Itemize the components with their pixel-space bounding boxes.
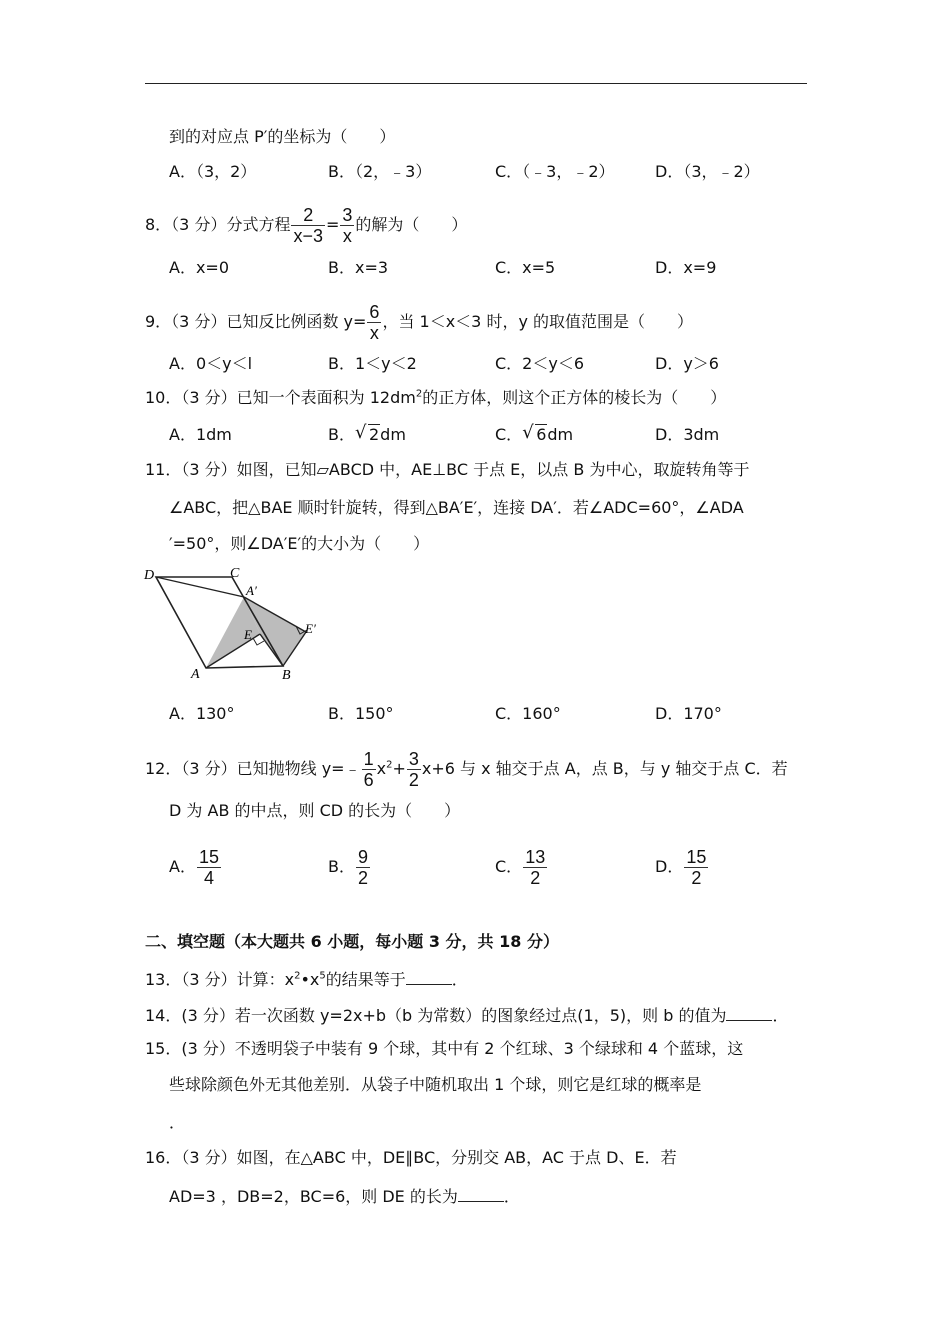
q11-option-d: D．170° xyxy=(655,704,722,723)
q12-line-1 xyxy=(145,750,788,789)
label-a-prime: A′ xyxy=(246,583,257,598)
q12-option-a-label: A． xyxy=(169,857,196,876)
q10-prefix: 10．（3 分）已知一个表面积为 12dm xyxy=(145,388,416,407)
q10-option-c-unit: dm xyxy=(547,425,574,444)
label-d: D xyxy=(144,568,155,583)
q12-option-a xyxy=(169,848,222,887)
q12-option-c-fraction xyxy=(523,848,547,887)
q8-stem xyxy=(145,206,467,245)
q12-fraction-2 xyxy=(407,750,421,789)
label-e-prime: E′ xyxy=(305,621,316,636)
right-angle-mark-e xyxy=(253,638,264,645)
q12-option-d-fraction xyxy=(684,848,708,887)
q10-option-c-label: C． xyxy=(495,425,523,444)
q8-option-d: D．x=9 xyxy=(655,258,717,277)
q12-option-b-label: B． xyxy=(328,857,355,876)
q9-denominator: x xyxy=(369,323,379,343)
q14-answer-blank[interactable] xyxy=(726,1002,772,1021)
q14-text: 14．(3 分）若一次函数 y=2x+b（b 为常数）的图象经过点(1，5)，则 b 的值为 xyxy=(145,1006,727,1025)
q12-option-c-denominator: 2 xyxy=(530,868,541,888)
q16-answer-blank[interactable] xyxy=(458,1183,504,1202)
q12-option-d-label: D． xyxy=(655,857,684,876)
q12-option-b xyxy=(328,848,371,887)
q12-fraction-1-denominator: 6 xyxy=(363,770,374,790)
q11-line-2: ∠ABC，把△BAE 顺时针旋转，得到△BA′E′，连接 DA′．若∠ADC=60°，∠ADA xyxy=(169,498,744,517)
q11-option-a: A．130° xyxy=(169,704,235,723)
q10-option-b-unit: dm xyxy=(380,425,406,444)
q16-line-2 xyxy=(169,1183,520,1209)
q11-option-b: B．150° xyxy=(328,704,394,723)
q13-superscript-2: 5 xyxy=(319,970,326,982)
q7-option-a: A．（3，2） xyxy=(169,162,257,181)
header-rule xyxy=(145,83,807,84)
q9-option-a: A．0＜y＜l xyxy=(169,354,253,373)
q13-superscript-1: 2 xyxy=(294,970,301,982)
q12-fraction-2-numerator: 3 xyxy=(408,749,419,769)
sqrt-icon: √ xyxy=(522,422,534,443)
q8-rhs-numerator: 3 xyxy=(342,205,353,225)
q7-option-d: D．（3，﹣2） xyxy=(655,162,760,181)
q10-option-b-label: B． xyxy=(328,425,355,444)
sqrt-icon: √ xyxy=(354,422,367,443)
section-2-heading: 二、填空题（本大题共 6 小题，每小题 3 分，共 18 分） xyxy=(145,932,559,951)
q15-line-1: 15．(3 分）不透明袋子中装有 9 个球，其中有 2 个红球、3 个绿球和 4 个蓝球，这 xyxy=(145,1039,744,1058)
q12-option-c-label: C． xyxy=(495,857,523,876)
q10-suffix: 的正方体，则这个正方体的棱长为（ ） xyxy=(422,388,727,407)
q8-equals: = xyxy=(325,215,340,234)
q10-option-c xyxy=(495,423,573,447)
q9-numerator: 6 xyxy=(369,302,380,322)
q8-lhs-denominator: x−3 xyxy=(293,226,323,246)
q14-stem xyxy=(145,1002,788,1028)
q13-prefix: 13．（3 分）计算：x xyxy=(145,970,295,989)
q9-fraction xyxy=(367,303,381,342)
q11-line-1: 11．（3 分）如图，已知▱ABCD 中，AE⊥BC 于点 E，以点 B 为中心，取旋转角等于 xyxy=(145,460,750,479)
q13-period: ． xyxy=(451,970,468,989)
q11-figure xyxy=(140,562,330,684)
q10-stem xyxy=(145,386,726,410)
q12-prefix: 12．（3 分）已知抛物线 y=﹣ xyxy=(145,759,361,778)
q9-stem xyxy=(145,303,693,342)
q10-option-b-radical xyxy=(355,423,380,447)
q10-superscript: 2 xyxy=(415,388,423,400)
q11-option-c: C．160° xyxy=(495,704,561,723)
q12-superscript: 2 xyxy=(386,759,393,771)
label-a: A xyxy=(191,667,200,682)
q15-line-2: 些球除颜色外无其他差别．从袋子中随机取出 1 个球，则它是红球的概率是 xyxy=(169,1075,702,1094)
q8-lhs-fraction xyxy=(291,206,325,245)
q16-text: AD=3 ，DB=2，BC=6，则 DE 的长为 xyxy=(169,1187,458,1206)
q12-fraction-1-numerator: 1 xyxy=(363,749,374,769)
q14-period: ． xyxy=(772,1006,789,1025)
label-b: B xyxy=(282,668,291,683)
q16-line-1: 16．（3 分）如图，在△ABC 中，DE∥BC，分别交 AB，AC 于点 D、E．若 xyxy=(145,1148,677,1167)
q12-option-b-denominator: 2 xyxy=(357,868,368,888)
q12-option-b-numerator: 9 xyxy=(357,847,368,867)
q9-number: 9．（3 分）已知反比例函数 y= xyxy=(145,312,367,331)
q12-line-2: D 为 AB 的中点，则 CD 的长为（ ） xyxy=(169,801,461,820)
q12-plus: + xyxy=(392,759,406,778)
q12-option-d-numerator: 15 xyxy=(686,847,707,867)
q10-option-d: D．3dm xyxy=(655,425,720,444)
q8-rhs-denominator: x xyxy=(342,226,352,246)
q10-option-b xyxy=(328,423,406,447)
q12-option-c-numerator: 13 xyxy=(525,847,546,867)
q7-continuation: 到的对应点 P′的坐标为（ ） xyxy=(169,127,396,146)
q12-x: x xyxy=(376,759,387,778)
q15-line-3: ． xyxy=(169,1113,186,1132)
q12-option-c xyxy=(495,848,548,887)
q8-rhs-fraction xyxy=(340,206,354,245)
q7-option-c: C．（﹣3，﹣2） xyxy=(495,162,615,181)
q9-option-b: B．1＜y＜2 xyxy=(328,354,417,373)
q12-option-a-numerator: 15 xyxy=(198,847,219,867)
q12-option-a-fraction xyxy=(197,848,221,887)
q12-option-d xyxy=(655,848,709,887)
q8-tail: 的解为（ ） xyxy=(355,215,468,234)
q10-option-a: A．1dm xyxy=(169,425,232,444)
q10-option-b-radicand: 2 xyxy=(368,425,380,444)
q13-answer-blank[interactable] xyxy=(406,966,452,985)
q12-option-a-denominator: 4 xyxy=(203,868,214,888)
q12-option-b-fraction xyxy=(356,848,370,887)
label-e: E xyxy=(244,627,252,642)
q11-line-3: ′=50°，则∠DA′E′的大小为（ ） xyxy=(169,534,430,553)
q12-suffix: x+6 与 x 轴交于点 A，点 B，与 y 轴交于点 C．若 xyxy=(421,759,788,778)
q10-option-c-radical xyxy=(522,423,547,447)
q13-middle: •x xyxy=(300,970,320,989)
q13-suffix: 的结果等于 xyxy=(325,970,406,989)
q12-fraction-2-denominator: 2 xyxy=(408,770,419,790)
q8-option-a: A．x=0 xyxy=(169,258,230,277)
q8-lhs-numerator: 2 xyxy=(291,206,325,226)
q9-tail: ，当 1＜x＜3 时，y 的取值范围是（ ） xyxy=(382,312,693,331)
q8-option-b: B．x=3 xyxy=(328,258,389,277)
q13-stem xyxy=(145,966,468,992)
q9-option-d: D．y＞6 xyxy=(655,354,719,373)
q10-option-c-radicand: 6 xyxy=(536,425,547,444)
q16-period: ． xyxy=(503,1187,520,1206)
q12-option-d-denominator: 2 xyxy=(691,868,702,888)
q9-option-c: C．2＜y＜6 xyxy=(495,354,585,373)
q8-option-c: C．x=5 xyxy=(495,258,556,277)
label-c: C xyxy=(230,566,240,581)
q12-fraction-1 xyxy=(362,750,376,789)
q8-number: 8．（3 分）分式方程 xyxy=(145,215,291,234)
q7-option-b: B．（2，﹣3） xyxy=(328,162,432,181)
